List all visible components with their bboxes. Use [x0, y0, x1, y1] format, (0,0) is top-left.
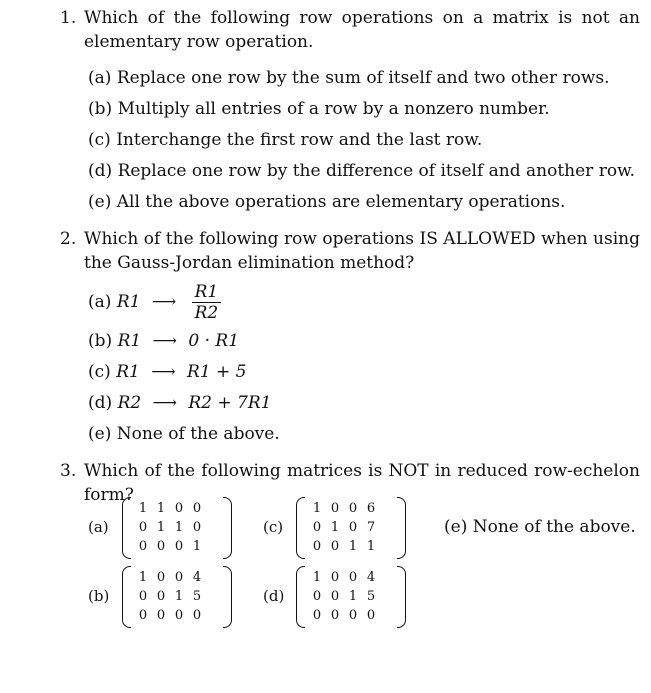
- matrix-a-label: (a): [88, 518, 109, 536]
- question-text: Which of the following row operations on a matrix is not an elementary row operation.: [84, 8, 640, 52]
- question-number: 3.: [60, 461, 77, 481]
- matrix-cell: 0: [330, 501, 340, 516]
- lhs-row: R1: [116, 362, 140, 382]
- rhs-expression: 0 · R1: [188, 331, 240, 351]
- option-label: (b): [88, 99, 113, 119]
- matrix-cell: 6: [366, 501, 376, 516]
- matrix-cell: 1: [348, 539, 358, 554]
- option-label: (b): [88, 331, 113, 351]
- matrix-b-label: (b): [88, 587, 110, 605]
- matrix-cell: 0: [348, 501, 358, 516]
- q1-option-b: [88, 97, 550, 121]
- arrow-icon: ⟶: [152, 331, 177, 351]
- matrix-cell: 0: [174, 570, 184, 585]
- lhs-row: R1: [117, 331, 142, 351]
- right-paren: [397, 497, 406, 559]
- matrix-row: [308, 587, 380, 606]
- matrix-cell: 1: [174, 520, 184, 535]
- matrix-cell: 1: [366, 539, 376, 554]
- matrix-row: [308, 499, 380, 518]
- option-text: None of the above.: [472, 517, 636, 537]
- matrix-row: [308, 606, 380, 625]
- matrix-cell: 0: [174, 608, 184, 623]
- matrix-cell: 0: [138, 589, 148, 604]
- matrix-cell: 0: [366, 608, 376, 623]
- matrix-cell: 0: [312, 589, 322, 604]
- matrix-cell: 0: [156, 570, 166, 585]
- option-text: Interchange the first row and the last row.: [116, 130, 483, 150]
- matrix-cell: 1: [138, 501, 148, 516]
- matrix-row: [134, 606, 206, 625]
- matrix-row: [134, 537, 206, 556]
- question-3: [60, 459, 640, 505]
- matrix-cell: 4: [192, 570, 202, 585]
- left-paren: [122, 497, 131, 559]
- matrix-cell: 0: [138, 520, 148, 535]
- question-number: 1.: [60, 8, 77, 28]
- matrix-cell: 0: [174, 501, 184, 516]
- q1-option-a: [88, 66, 610, 90]
- arrow-icon: ⟶: [151, 362, 176, 382]
- matrix-b: [122, 566, 232, 628]
- matrix-cell: 4: [366, 570, 376, 585]
- matrix-b-grid: [134, 568, 206, 625]
- matrix-a-grid: [134, 499, 206, 556]
- matrix-cell: 0: [330, 589, 340, 604]
- option-label: (c): [88, 362, 111, 382]
- arrow-icon: ⟶: [151, 292, 177, 312]
- matrix-c-grid: [308, 499, 380, 556]
- matrix-cell: 1: [312, 570, 322, 585]
- option-text: Multiply all entries of a row by a nonzero number.: [117, 99, 550, 119]
- left-paren: [296, 497, 305, 559]
- right-paren: [223, 497, 232, 559]
- matrix-cell: 1: [192, 539, 202, 554]
- matrix-row: [134, 587, 206, 606]
- matrix-d: [296, 566, 406, 628]
- matrix-d-grid: [308, 568, 380, 625]
- matrix-cell: 0: [156, 589, 166, 604]
- matrix-row: [308, 518, 380, 537]
- matrix-cell: 0: [330, 539, 340, 554]
- matrix-cell: 0: [192, 520, 202, 535]
- option-text: All the above operations are elementary operations.: [116, 192, 566, 212]
- q2-option-c: [88, 360, 247, 384]
- matrix-cell: 1: [156, 501, 166, 516]
- matrix-row: [308, 537, 380, 556]
- matrix-cell: 0: [138, 539, 148, 554]
- matrix-cell: 5: [192, 589, 202, 604]
- matrix-row: [134, 568, 206, 587]
- matrix-row: [134, 518, 206, 537]
- option-text: Replace one row by the difference of itself and another row.: [117, 161, 636, 181]
- matrix-a: [122, 497, 232, 559]
- matrix-cell: 0: [312, 608, 322, 623]
- matrix-cell: 0: [192, 608, 202, 623]
- matrix-cell: 0: [330, 608, 340, 623]
- option-label: (e): [88, 424, 112, 444]
- matrix-c: [296, 497, 406, 559]
- rhs-expression: R1 + 5: [187, 362, 247, 382]
- matrix-cell: 7: [366, 520, 376, 535]
- option-text: None of the above.: [116, 424, 280, 444]
- q2-option-b: [88, 329, 239, 353]
- matrix-row: [134, 499, 206, 518]
- question-1: [60, 6, 640, 54]
- fraction: [192, 282, 222, 323]
- matrix-cell: 0: [348, 570, 358, 585]
- matrix-cell: 1: [174, 589, 184, 604]
- lhs-row: R1: [116, 292, 141, 312]
- question-2: [60, 227, 640, 275]
- q2-option-a: [88, 282, 221, 323]
- question-number: 2.: [60, 229, 77, 249]
- matrix-cell: 0: [156, 608, 166, 623]
- option-label: (a): [88, 68, 112, 88]
- matrix-row: [308, 568, 380, 587]
- matrix-cell: 0: [348, 608, 358, 623]
- matrix-cell: 0: [312, 520, 322, 535]
- fraction-numerator: R1: [192, 282, 222, 303]
- left-paren: [122, 566, 131, 628]
- matrix-d-label: (d): [263, 587, 285, 605]
- matrix-cell: 0: [156, 539, 166, 554]
- matrix-cell: 0: [330, 570, 340, 585]
- right-paren: [397, 566, 406, 628]
- q3-option-e: [444, 515, 636, 539]
- fraction-denominator: R2: [194, 303, 219, 323]
- matrix-cell: 5: [366, 589, 376, 604]
- q1-option-d: [88, 159, 635, 183]
- option-label: (e): [88, 192, 112, 212]
- q2-option-e: [88, 422, 280, 446]
- option-label: (c): [88, 130, 111, 150]
- q1-option-e: [88, 190, 565, 214]
- left-paren: [296, 566, 305, 628]
- option-text: Replace one row by the sum of itself and two other rows.: [116, 68, 610, 88]
- matrix-cell: 0: [348, 520, 358, 535]
- q1-option-c: [88, 128, 482, 152]
- option-label: (d): [88, 161, 113, 181]
- matrix-cell: 0: [138, 608, 148, 623]
- question-text: Which of the following matrices is NOT in reduced row-echelon form?: [84, 461, 640, 505]
- rhs-expression: R2 + 7R1: [188, 393, 272, 413]
- arrow-icon: ⟶: [152, 393, 177, 413]
- option-label: (e): [444, 517, 468, 537]
- matrix-cell: 0: [312, 539, 322, 554]
- right-paren: [223, 566, 232, 628]
- matrix-c-label: (c): [263, 518, 284, 536]
- option-label: (d): [88, 393, 113, 413]
- option-label: (a): [88, 292, 112, 312]
- matrix-cell: 1: [348, 589, 358, 604]
- question-text: Which of the following row operations IS ALLOWED when using the Gauss-Jordan elimination method?: [84, 229, 640, 273]
- matrix-cell: 0: [174, 539, 184, 554]
- matrix-cell: 0: [192, 501, 202, 516]
- matrix-cell: 1: [138, 570, 148, 585]
- lhs-row: R2: [117, 393, 142, 413]
- matrix-cell: 1: [312, 501, 322, 516]
- matrix-cell: 1: [156, 520, 166, 535]
- q2-option-d: [88, 391, 271, 415]
- matrix-cell: 1: [330, 520, 340, 535]
